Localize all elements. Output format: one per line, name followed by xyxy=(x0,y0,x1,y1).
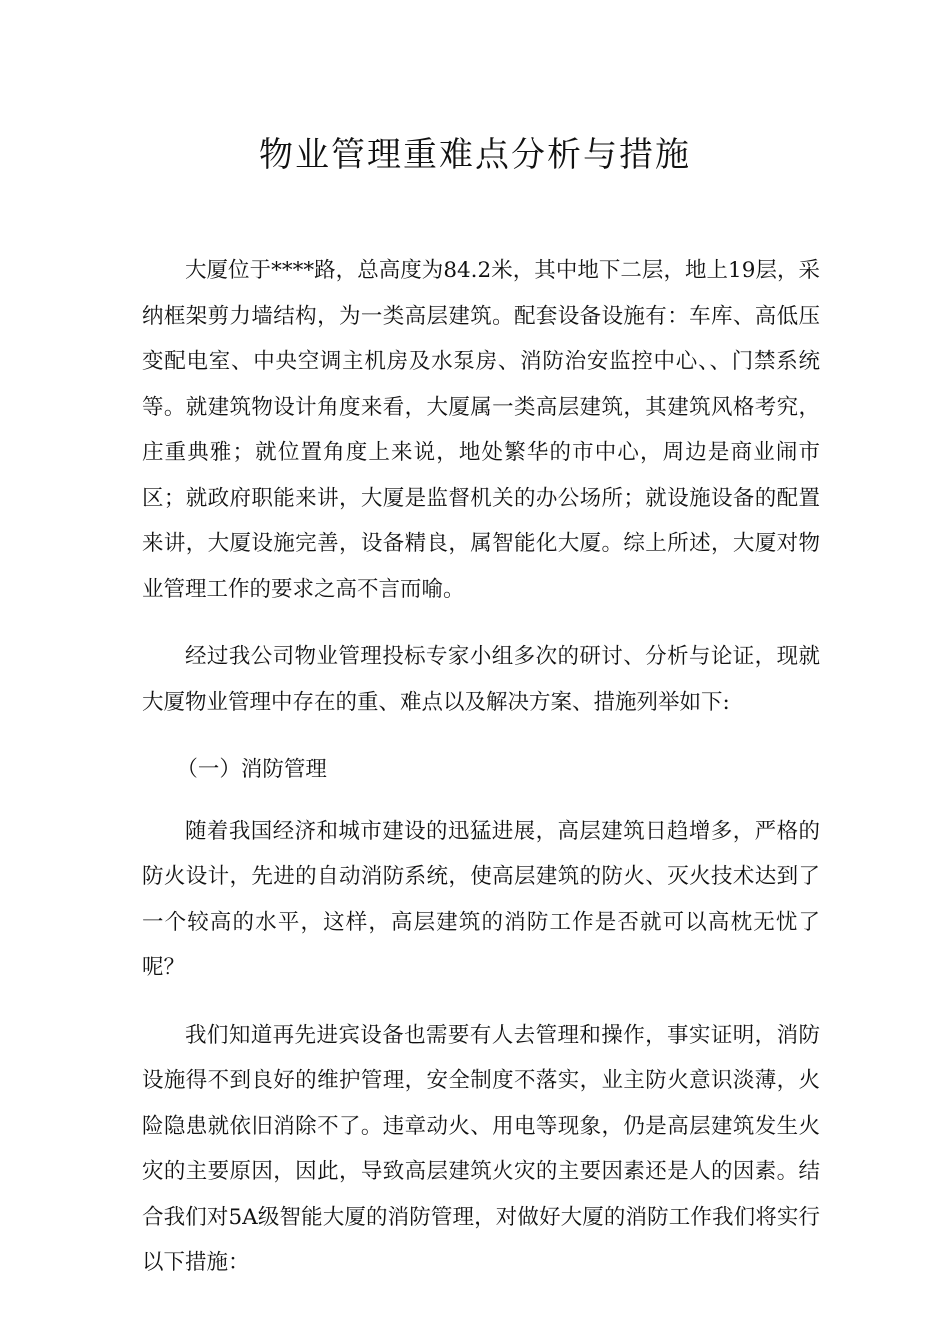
paragraph-fire-background: 随着我国经济和城市建设的迅猛进展，高层建筑日趋增多，严格的防火设计，先进的自动消防系统，使高层建筑的防火、灭火技术达到了一个较高的水平，这样，高层建筑的消防工作是否就可以高枕无忧了呢？ xyxy=(142,818,820,980)
section-heading-fire-management: （一）消防管理 xyxy=(176,757,327,782)
paragraph-fire-measures: 我们知道再先进宾设备也需要有人去管理和操作，事实证明，消防设施得不到良好的维护管理，安全制度不落实，业主防火意识淡薄，火险隐患就依旧消除不了。违章动火、用电等现象，仍是高层建筑发生火灾的主要原因，因此，导致高层建筑火灾的主要因素还是人的因素。结合我们对5A级智能大厦的消防管理，对做好大厦的消防工作我们将实行以下措施： xyxy=(142,1022,820,1275)
paragraph-building-overview: 大厦位于****路，总高度为84.2米，其中地下二层，地上19层，采纳框架剪力墙结构，为一类高层建筑。配套设备设施有：车库、高低压变配电室、中央空调主机房及水泵房、消防治安监控中心、、门禁系统等。就建筑物设计角度来看，大厦属一类高层建筑，其建筑风格考究，庄重典雅；就位置角度上来说，地处繁华的市中心，周边是商业闹市区；就政府职能来讲，大厦是监督机关的办公场所；就设施设备的配置来讲，大厦设施完善，设备精良，属智能化大厦。综上所述，大厦对物业管理工作的要求之高不言而喻。 xyxy=(142,258,820,602)
document-title: 物业管理重难点分析与措施 xyxy=(259,135,691,175)
paragraph-analysis-intro: 经过我公司物业管理投标专家小组多次的研讨、分析与论证，现就大厦物业管理中存在的重、难点以及解决方案、措施列举如下: xyxy=(142,644,820,715)
document-body xyxy=(142,248,820,1308)
